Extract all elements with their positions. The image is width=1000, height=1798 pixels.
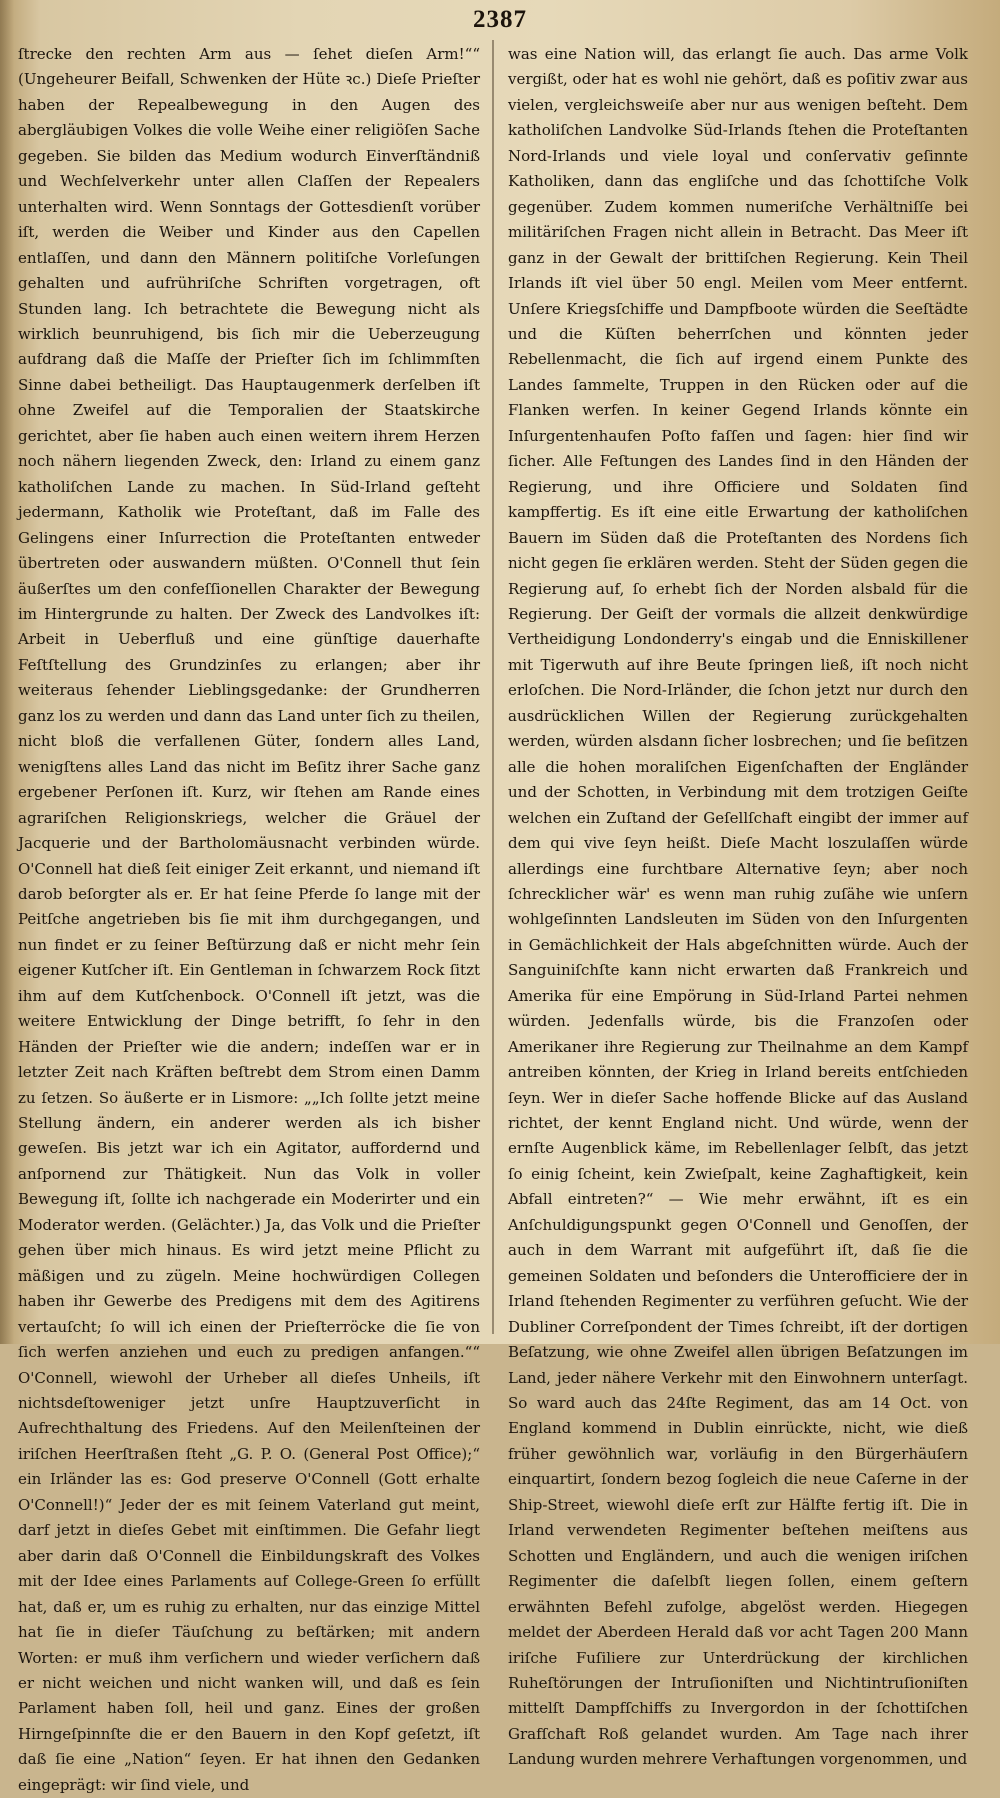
- page-number: 2387: [473, 6, 527, 33]
- column-right-text: was eine Nation will, das erlangt ſie auch. Das arme Volk vergißt, oder hat es wohl nie gehört, daß es poſitiv zwar aus vielen, vergleichsweiſe aber nur aus wenigen beſteht. Dem katholiſchen Landvolke Süd-Irlands ſtehen die Proteſtanten Nord-Irlands und viele loyal und conſervativ geſinnte Katholiken, dann das engliſche und das ſchottiſche Volk gegenüber. Zudem kommen numeriſche Verhältniſſe bei militäriſchen Fragen nicht allein in Betracht. Das Meer iſt ganz in der Gewalt der brittiſchen Regierung. Kein Theil Irlands iſt viel über 50 engl. Meilen vom Meer entfernt. Unſere Kriegsſchiffe und Dampfboote würden die Seeſtädte und die Küſten beherrſchen und könnten jeder Rebellenmacht, die ſich auf irgend einem Punkte des Landes ſammelte, Truppen in den Rücken oder auf die Flanken werfen. In keiner Gegend Irlands könnte ein Inſurgentenhaufen Poſto faſſen und ſagen: hier ſind wir ſicher. Alle Feſtungen des Landes ſind in den Händen der Regierung, und ihre Officiere und Soldaten ſind kampffertig. Es iſt eine eitle Erwartung der katholiſchen Bauern im Süden daß die Proteſtanten des Nordens ſich nicht gegen ſie erklären werden. Steht der Süden gegen die Regierung auf, ſo erhebt ſich der Norden alsbald für die Regierung. Der Geiſt der vormals die allzeit denkwürdige Vertheidigung Londonderry's eingab und die Enniskillener mit Tigerwuth auf ihre Beute ſpringen ließ, iſt noch nicht erloſchen. Die Nord-Irländer, die ſchon jetzt nur durch den ausdrücklichen Willen der Regierung zurückgehalten werden, würden alsdann ſicher losbrechen; und ſie beſitzen alle die hohen moraliſchen Eigenſchaften der Engländer und der Schotten, in Verbindung mit dem trotzigen Geiſte welchen ein Zuſtand der Geſellſchaft eingibt der immer auf dem qui vive ſeyn heißt. Dieſe Macht loszulaſſen würde allerdings eine furchtbare Alternative ſeyn; aber noch ſchrecklicher wär' es wenn man ruhig zuſähe wie unſern wohlgeſinnten Landsleuten im Süden von den Inſurgenten in Gemächlichkeit der Hals abgeſchnitten würde. Auch der Sanguiniſchſte kann nicht erwarten daß Frankreich und Amerika für eine Empörung in Süd-Irland Partei nehmen würden. Jedenfalls würde, bis die Franzoſen oder Amerikaner ihre Regierung zur Theilnahme an dem Kampf antreiben könnten, der Krieg in Irland bereits entſchieden ſeyn. Wer in dieſer Sache hoffende Blicke auf das Ausland richtet, der kennt England nicht. Und würde, wenn der ernſte Augenblick käme, im Rebellenlager ſelbſt, das jetzt ſo einig ſcheint, kein Zwieſpalt, keine Zaghaftigkeit, kein Abfall eintreten?“ — Wie mehr erwähnt, iſt es ein Anſchuldigungspunkt gegen O'Connell und Genoſſen, der auch in dem Warrant mit aufgeführt iſt, daß ſie die gemeinen Soldaten und beſonders die Unterofficiere der in Irland ſtehenden Regimenter zu verführen geſucht. Wie der Dubliner Correſpondent der Times ſchreibt, iſt der dortigen Beſatzung, wie ohne Zweifel allen übrigen Beſatzungen im Land, jeder nähere Verkehr mit den Einwohnern unterſagt. So ward auch das 24ſte Regiment, das am 14 Oct. von England kommend in Dublin einrückte, nicht, wie dieß früher gewöhnlich war, vorläufig in den Bürgerhäuſern einquartirt, ſondern bezog ſogleich die neue Caſerne in der Ship-Street, wiewohl dieſe erſt zur Hälfte fertig iſt. Die in Irland verwendeten Regimenter beſtehen meiſtens aus Schotten und Engländern, und auch die wenigen iriſchen Regimenter die daſelbſt liegen ſollen, einem geſtern erwähnten Befehl zufolge, abgelöst werden. Hiegegen meldet der Aberdeen Herald daß vor acht Tagen 200 Mann iriſche Fuſiliere zur Unterdrückung der kirchlichen Ruheſtörungen der Intruſioniſten und Nichtintruſioniſten mittelſt Dampfſchiffs zu Invergordon in der ſchottiſchen Grafſchaft Roß gelandet wurden. Am Tage nach ihrer Landung wurden mehrere Verhaftungen vorgenommen, und: [508, 45, 968, 1769]
- text-column-right: [508, 42, 968, 1769]
- page-edge-shadow: [0, 0, 14, 1344]
- column-divider: [492, 40, 494, 1334]
- text-column-left: [18, 42, 480, 1794]
- column-left-text: ſtrecke den rechten Arm aus — ſehet dieſen Arm!““ (Ungeheurer Beifall, Schwenken der Hüte ꝛc.) Dieſe Prieſter haben der Repealbewegung in den Augen des abergläubigen Volkes die volle Weihe einer religiöſen Sache gegeben. Sie bilden das Medium wodurch Einverſtändniß und Wechſelverkehr unter allen Claſſen der Repealers unterhalten wird. Wenn Sonntags der Gottesdienſt vorüber iſt, werden die Weiber und Kinder aus den Capellen entlaſſen, und dann den Männern politiſche Vorleſungen gehalten und aufrühriſche Schriften vorgetragen, oft Stunden lang. Ich betrachtete die Bewegung nicht als wirklich beunruhigend, bis ſich mir die Ueberzeugung aufdrang daß die Maſſe der Prieſter ſich im ſchlimmſten Sinne dabei betheiligt. Das Hauptaugenmerk derſelben iſt ohne Zweifel auf die Temporalien der Staatskirche gerichtet, aber ſie haben auch einen weitern ihrem Herzen noch nähern liegenden Zweck, den: Irland zu einem ganz katholiſchen Lande zu machen. In Süd-Irland geſteht jedermann, Katholik wie Proteſtant, daß im Falle des Gelingens einer Inſurrection die Proteſtanten entweder übertreten oder auswandern müßten. O'Connell thut ſein äußerſtes um den confeſſionellen Charakter der Bewegung im Hintergrunde zu halten. Der Zweck des Landvolkes iſt: Arbeit in Ueberfluß und eine günſtige dauerhafte Feſtſtellung des Grundzinſes zu erlangen; aber ihr weiteraus ſehender Lieblingsgedanke: der Grundherren ganz los zu werden und dann das Land unter ſich zu theilen, nicht bloß die verfallenen Güter, ſondern alles Land, wenigſtens alles Land das nicht im Beſitz ihrer Sache ganz ergebener Perſonen iſt. Kurz, wir ſtehen am Rande eines agrariſchen Religionskriegs, welcher die Gräuel der Jacquerie und der Bartholomäusnacht verbinden würde. O'Connell hat dieß ſeit einiger Zeit erkannt, und niemand iſt darob beſorgter als er. Er hat ſeine Pferde ſo lange mit der Peitſche angetrieben bis ſie mit ihm durchgegangen, und nun findet er zu ſeiner Beſtürzung daß er nicht mehr ſein eigener Kutſcher iſt. Ein Gentleman in ſchwarzem Rock ſitzt ihm auf dem Kutſchenbock. O'Connell iſt jetzt, was die weitere Entwicklung der Dinge betrifft, ſo ſehr in den Händen der Prieſter wie die andern; indeſſen war er in letzter Zeit nach Kräften beſtrebt dem Strom einen Damm zu ſetzen. So äußerte er in Lismore: „„Ich ſollte jetzt meine Stellung ändern, ein anderer werden als ich bisher geweſen. Bis jetzt war ich ein Agitator, auffordernd und anſpornend zur Thätigkeit. Nun das Volk in voller Bewegung iſt, ſollte ich nachgerade ein Moderirter und ein Moderator werden. (Gelächter.) Ja, das Volk und die Prieſter gehen über mich hinaus. Es wird jetzt meine Pflicht zu mäßigen und zu zügeln. Meine hochwürdigen Collegen haben ihr Gewerbe des Predigens mit dem des Agitirens vertauſcht; ſo will ich einen der Prieſterröcke die ſie von ſich werfen anziehen und euch zu predigen anfangen.““ O'Connell, wiewohl der Urheber all dieſes Unheils, iſt nichtsdeſtoweniger jetzt unſre Hauptzuverſicht in Aufrechthaltung des Friedens. Auf den Meilenſteinen der iriſchen Heerſtraßen ſteht „G. P. O. (General Post Office);“ ein Irländer las es: God preserve O'Connell (Gott erhalte O'Connell!)“ Jeder der es mit ſeinem Vaterland gut meint, darf jetzt in dieſes Gebet mit einſtimmen. Die Gefahr liegt aber darin daß O'Connell die Einbildungskraft des Volkes mit der Idee eines Parlaments auf College-Green ſo erfüllt hat, daß er, um es ruhig zu erhalten, nur das einzige Mittel hat ſie in dieſer Täuſchung zu beſtärken; mit andern Worten: er muß ihm verſichern und wieder verſichern daß er nicht weichen und nicht wanken will, und daß es ſein Parlament haben ſoll, heil und ganz. Eines der großen Hirngeſpinnſte die er den Bauern in den Kopf geſetzt, iſt daß ſie eine „Nation“ ſeyen. Er hat ihnen den Gedanken eingeprägt: wir ſind viele, und: [18, 45, 480, 1794]
